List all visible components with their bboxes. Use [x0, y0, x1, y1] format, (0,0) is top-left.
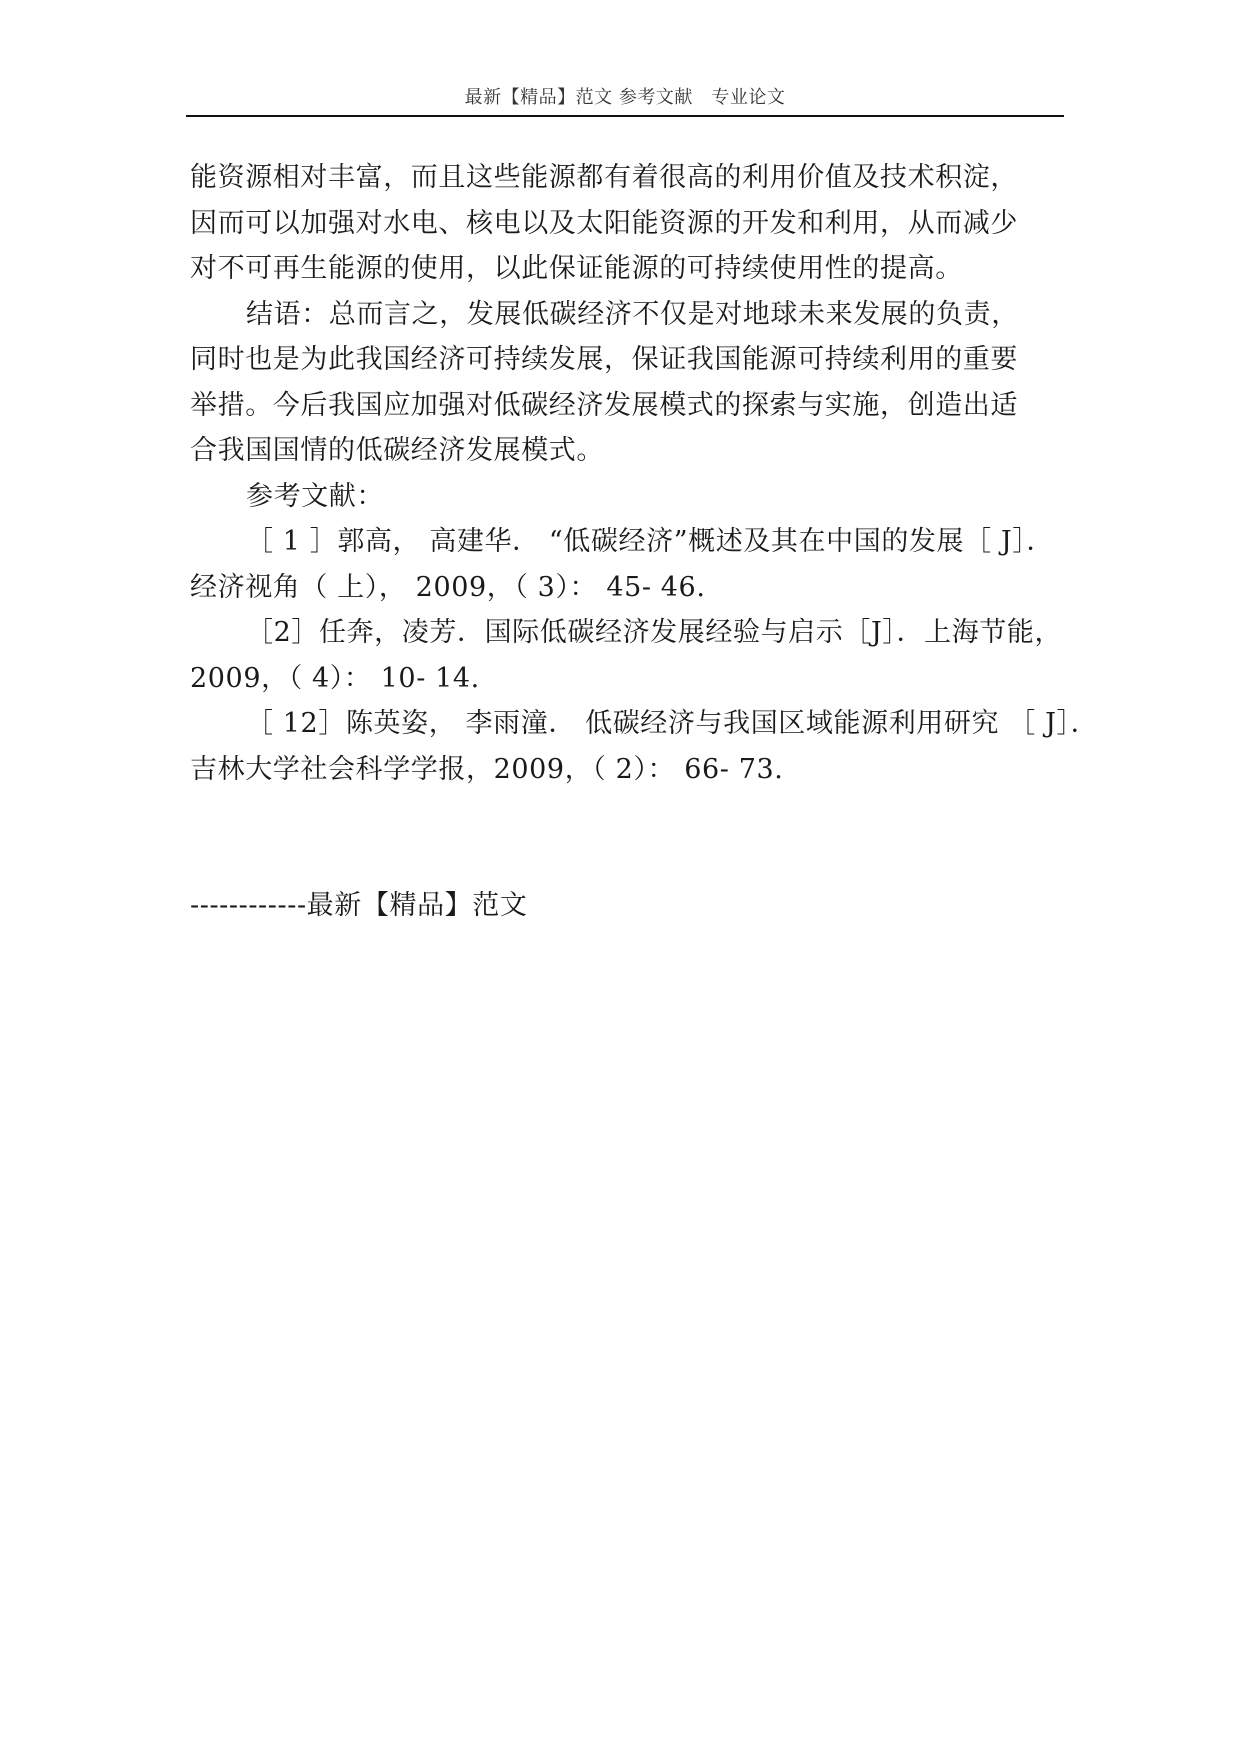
paragraph-energy-resources — [190, 155, 1070, 292]
reference-item — [190, 610, 1070, 701]
text-line: 能资源相对丰富，而且这些能源都有着很高的利用价值及技术积淀， — [190, 162, 1018, 193]
text-line: 对不可再生能源的使用，以此保证能源的可持续使用性的提高。 — [190, 253, 963, 284]
text-line: 合我国国情的低碳经济发展模式。 — [190, 435, 604, 466]
page-header: 最新【精品】范文 参考文献 专业论文 — [464, 87, 786, 108]
reference-line: 经济视角（ 上）， 2009，（ 3）： 45- 46. — [190, 571, 706, 603]
reference-line: 吉林大学社会科学学报，2009，（ 2）： 66- 73. — [190, 753, 784, 785]
text-line: 举措。今后我国应加强对低碳经济发展模式的探索与实施，创造出适 — [190, 389, 1018, 421]
reference-line: 2009，（ 4）： 10- 14. — [190, 662, 480, 694]
reference-item — [190, 519, 1070, 610]
reference-line: ［ 1 ］郭高， 高建华． “低碳经济”概述及其在中国的发展［ J］． — [246, 526, 1055, 557]
paragraph-conclusion — [190, 292, 1070, 474]
reference-line: ［2］任奔，凌芳．国际低碳经济发展经验与启示［J］．上海节能， — [246, 617, 1063, 648]
reference-item — [190, 701, 1099, 792]
text-line: 结语：总而言之，发展低碳经济不仅是对地球未来发展的负责， — [246, 298, 1019, 330]
page-footer: ------------最新【精品】范文 — [190, 890, 528, 921]
reference-list — [190, 519, 1099, 792]
document-body — [190, 155, 1099, 792]
header-divider — [186, 115, 1064, 117]
text-line: 同时也是为此我国经济可持续发展，保证我国能源可持续利用的重要 — [190, 344, 1018, 375]
references-heading: 参考文献： — [246, 480, 384, 512]
reference-line: ［ 12］陈英姿， 李雨潼． 低碳经济与我国区域能源利用研究 ［ J］． — [246, 708, 1099, 739]
text-line: 因而可以加强对水电、核电以及太阳能资源的开发和利用，从而减少 — [190, 207, 1018, 239]
